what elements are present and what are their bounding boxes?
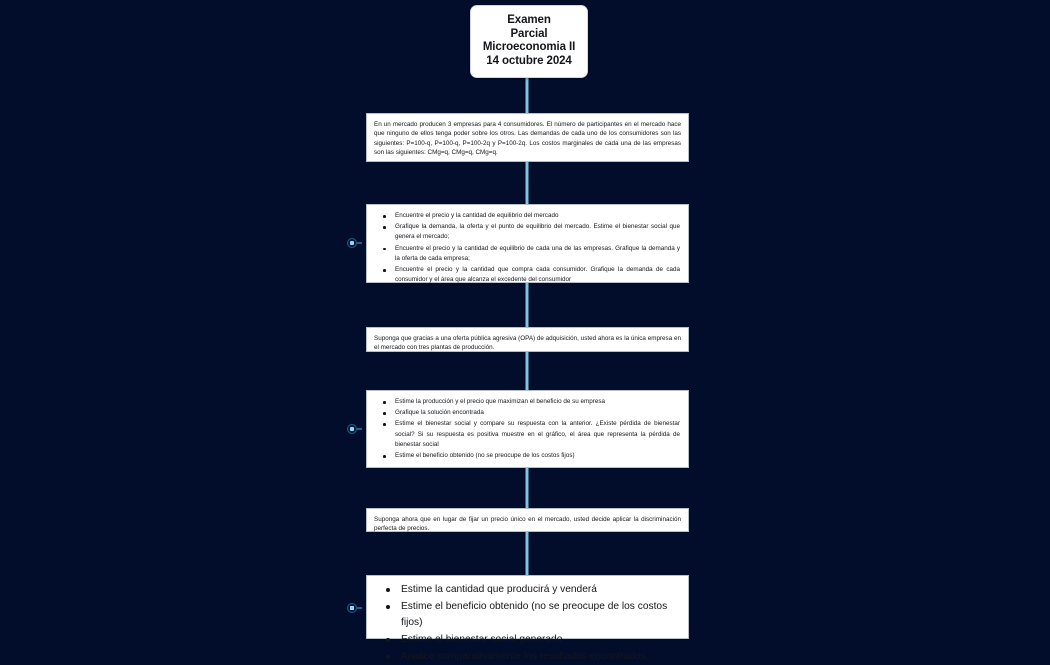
handle-dot-icon: [350, 427, 354, 431]
node-enunciado-opa[interactable]: [366, 327, 689, 352]
root-title-line-4: 14 octubre 2024: [486, 54, 572, 67]
collapse-handle-preguntas-discriminacion[interactable]: [347, 602, 363, 614]
connector-node3-to-node4: [526, 352, 529, 390]
list-item: Estime el beneficio obtenido (no se preocupe de los costos fijos): [401, 599, 680, 631]
list-item: Estime el bienestar social y compare su respuesta con la anterior. ¿Existe pérdida de bienestar social? Si su respuesta es positiva muestre en el gráfico, el área que representa la pérdida de bienestar social: [395, 419, 680, 450]
list-item: Estime la producción y el precio que maximizan el beneficio de su empresa: [395, 397, 680, 407]
node-enunciado-mercado[interactable]: [366, 113, 689, 162]
list-item: Encuentre el precio y la cantidad de equilibrio del mercado: [395, 211, 680, 221]
list-item: Grafique la solución encontrada: [395, 408, 680, 418]
list-item: Encuentre el precio y la cantidad de equilibrio de cada una de las empresas. Grafique la demanda y la oferta de cada empresa;: [395, 244, 680, 264]
list-item: Analice comparativamente los resultados encontrados.: [401, 649, 680, 665]
node-preguntas-competencia[interactable]: [366, 204, 689, 283]
handle-dot-icon: [350, 606, 354, 610]
preguntas-discriminacion-list: [375, 582, 680, 665]
list-item: Grafique la demanda, la oferta y el punto de equilibrio del mercado. Estime el bienestar social que genera el mercado;: [395, 222, 680, 242]
node-enunciado-mercado-text: En un mercado producen 3 empresas para 4 consumidores. El número de participantes en el mercado hace que ninguno de ellos tenga poder sobre los otros. Las demandas de cada uno de los consumidores son las siguientes: P=100-q, P=100-q, P=100-2q y P=100-2q. Los costos marginales de cada una de las empresas son las siguientes: CMg=q, CMg=q, CMg=q.: [374, 121, 681, 157]
handle-dot-icon: [350, 241, 354, 245]
connector-root-to-node1: [526, 75, 529, 113]
list-item: Estime la cantidad que producirá y venderá: [401, 582, 680, 598]
connector-node1-to-node2: [526, 162, 529, 204]
list-item: Encuentre el precio y la cantidad que compra cada consumidor. Grafique la demanda de cada consumidor y el área que alcanza el excedente del consumidor: [395, 265, 680, 285]
connector-node5-to-node6: [526, 532, 529, 575]
root-title-node[interactable]: [470, 5, 588, 78]
root-title-line-3: Microeconomia II: [482, 41, 576, 53]
node-enunciado-discriminacion-text: Suponga ahora que en lugar de fijar un precio único en el mercado, usted decide aplicar la discriminación perfecta de precios.: [374, 516, 681, 533]
root-title-line-1: Examen: [507, 14, 551, 26]
collapse-handle-preguntas-monopolio[interactable]: [347, 423, 363, 435]
root-title-line-2: Parcial: [510, 27, 548, 40]
preguntas-competencia-list: [375, 211, 680, 285]
handle-stub-icon: [357, 242, 362, 244]
handle-stub-icon: [357, 607, 362, 609]
list-item: Estime el beneficio obtenido (no se preocupe de los costos fijos): [395, 451, 680, 461]
node-preguntas-monopolio[interactable]: [366, 390, 689, 468]
node-enunciado-opa-text: Suponga que gracias a una oferta pública agresiva (OPA) de adquisición, usted ahora es la única empresa en el mercado con tres plantas de producción.: [374, 335, 681, 352]
node-enunciado-discriminacion[interactable]: [366, 508, 689, 532]
collapse-handle-preguntas-competencia[interactable]: [347, 237, 363, 249]
connector-node4-to-node5: [526, 468, 529, 508]
handle-stub-icon: [357, 428, 362, 430]
node-preguntas-discriminacion[interactable]: [366, 575, 689, 662]
connector-node2-to-node3: [526, 283, 529, 327]
preguntas-monopolio-list: [375, 397, 680, 461]
list-item: Estime el bienestar social generado: [401, 632, 680, 648]
